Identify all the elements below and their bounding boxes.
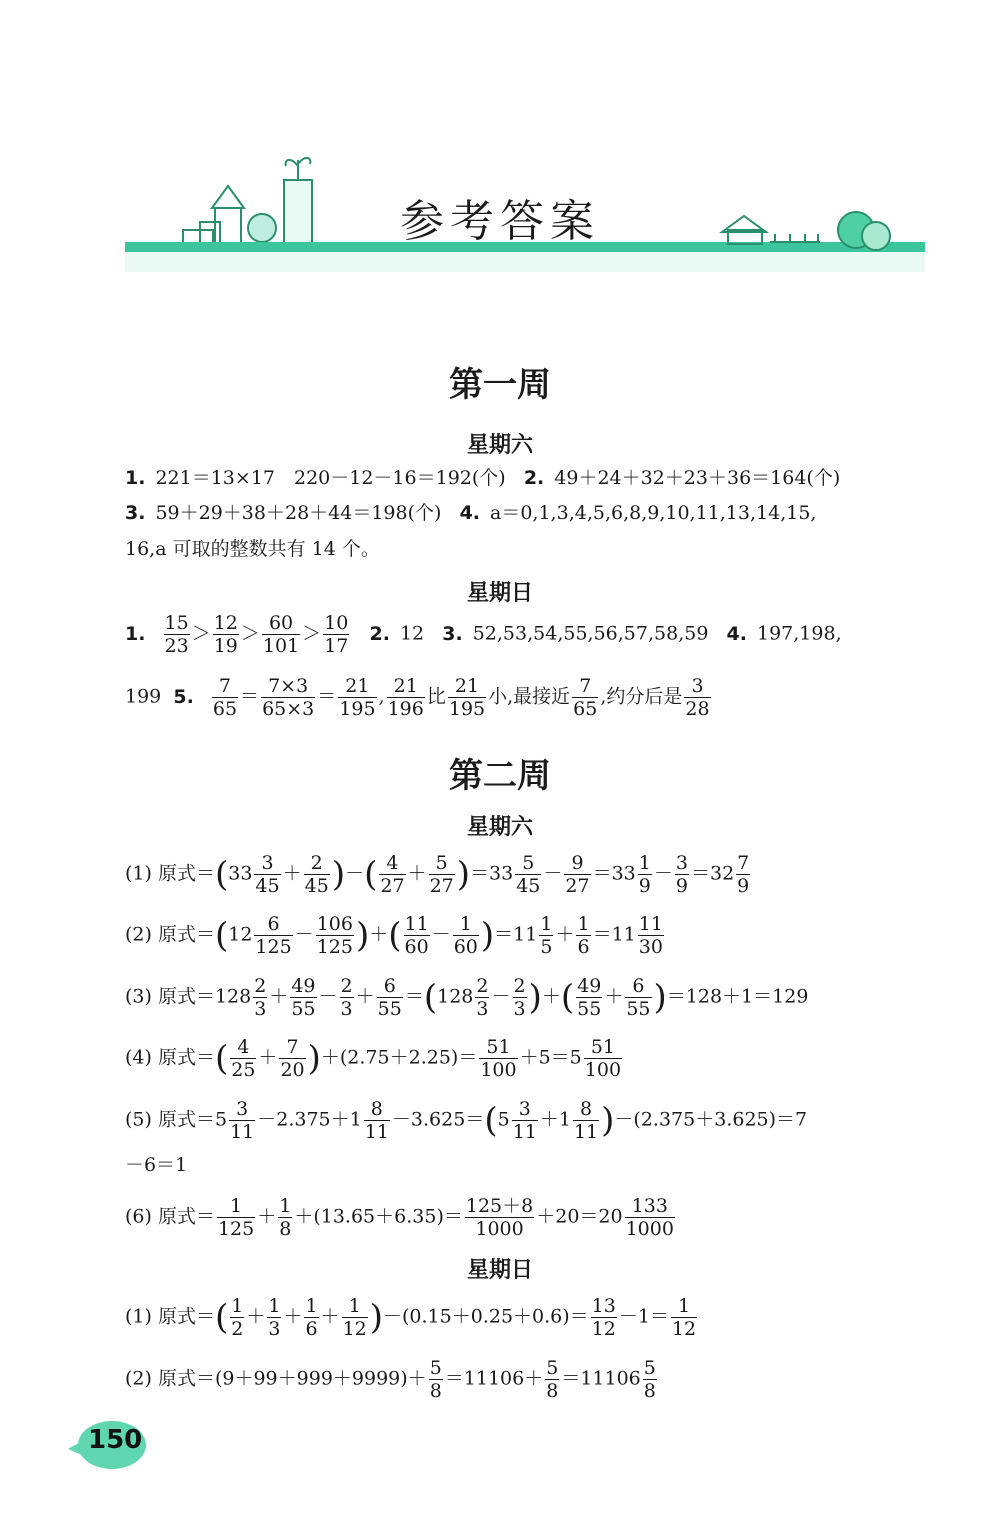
item-number: 3. — [125, 502, 146, 524]
solution-line: (4) 原式＝( $\frac{4}{25}$ ＋ $\frac{7}{20}$ )＋(2.75＋2.25)＝ $\frac{51}{100}$ ＋5＝5 $\frac{51}{100}$ — [125, 1036, 622, 1081]
day-title: 星期日 — [466, 581, 533, 606]
answer-text: a＝0,1,3,4,5,6,8,9,10,11,13,14,15, — [490, 502, 817, 524]
page-number: 150 — [88, 1425, 143, 1455]
solution-line: (1) 原式＝( $\frac{1}{2}$ ＋ $\frac{1}{3}$ ＋ $\frac{1}{6}$ ＋ $\frac{1}{12}$ )－(0.15＋0.25＋0.6)＝ $\frac{13}{12}$ －1＝ $\frac{1}{12}$ — [125, 1295, 697, 1340]
solution-line: (2) 原式＝(12 $\frac{6}{125}$ － $\frac{106}{125}$ )＋( $\frac{11}{60}$ － $\frac{1}{60}$ )＝11 $\frac{1}{5}$ ＋ $\frac{1}{6}$ ＝11 $\frac{11}{30}$ — [125, 913, 663, 958]
answer-line: 1. $\frac{15}{23}$ ＞ $\frac{12}{19}$ ＞ $\frac{60}{101}$ ＞ $\frac{10}{17}$ 2. 12 3. 52,53,54,55,56,57,58,59 4. 197,198, — [125, 612, 842, 657]
solution-line: (2) 原式＝(9＋99＋999＋9999)＋ $\frac{5}{8}$ ＝11106＋ $\frac{5}{8}$ ＝11106 $\frac{5}{8}$ — [125, 1357, 656, 1402]
day-title: 星期六 — [466, 815, 533, 840]
week-title: 第二周 — [449, 756, 551, 796]
fraction: $\frac{15}{23}$ — [164, 612, 189, 657]
solution-line: －6＝1 — [125, 1154, 188, 1176]
item-number: 1. — [125, 622, 146, 645]
solution-line: (6) 原式＝ $\frac{1}{125}$ ＋ $\frac{1}{8}$ ＋(13.65＋6.35)＝ $\frac{125+8}{1000}$ ＋20＝20 $\frac{133}{1000}$ — [125, 1195, 674, 1240]
answer-text: 16,a 可取的整数共有 14 个。 — [125, 538, 380, 560]
answer-line: 199 5. $\frac{7}{65}$ ＝ $\frac{7\times 3}{65\times 3}$ ＝ $\frac{21}{195}$ , $\frac{21}{196}$ 比 $\frac{21}{195}$ 小,最接近 $\frac{7}{65}$ ,约分后是 $\frac{3}{28}$ — [125, 675, 710, 720]
fraction: $\frac{10}{17}$ — [324, 612, 349, 657]
answer-line — [125, 463, 840, 493]
answer-text: 59＋29＋38＋28＋44＝198(个) — [155, 502, 442, 524]
solution-line: (5) 原式＝5 $\frac{3}{11}$ －2.375＋1 $\frac{8}{11}$ －3.625＝(5 $\frac{3}{11}$ ＋1 $\frac{8}{11}$ )－(2.375＋3.625)＝7 — [125, 1098, 808, 1143]
solution-line: (1) 原式＝(33 $\frac{3}{45}$ ＋ $\frac{2}{45}$ )－( $\frac{4}{27}$ ＋ $\frac{5}{27}$ )＝33 $\frac{5}{45}$ － $\frac{9}{27}$ ＝33 $\frac{1}{9}$ － $\frac{3}{9}$ ＝32 $\frac{7}{9}$ — [125, 852, 750, 897]
item-number: 4. — [459, 502, 481, 524]
fraction: $\frac{12}{19}$ — [213, 612, 238, 657]
week-title: 第一周 — [449, 365, 551, 405]
solution-line: (3) 原式＝128 $\frac{2}{3}$ ＋ $\frac{49}{55}$ － $\frac{2}{3}$ ＋ $\frac{6}{55}$ ＝(128 $\frac{2}{3}$ － $\frac{2}{3}$ )＋( $\frac{49}{55}$ ＋ $\frac{6}{55}$ )＝128＋1＝129 — [125, 975, 809, 1020]
answer-line — [125, 498, 816, 528]
item-number: 1. — [125, 467, 146, 489]
answer-text: 221＝13×17 220－12－16＝192(个) — [155, 467, 506, 489]
page-title: 参考答案 — [400, 196, 600, 247]
day-title: 星期日 — [466, 1258, 533, 1283]
fraction: $\frac{60}{101}$ — [262, 612, 300, 657]
answer-text: 49＋24＋32＋23＋36＝164(个) — [554, 467, 841, 489]
day-title: 星期六 — [466, 433, 533, 458]
answer-line — [125, 534, 380, 564]
item-number: 2. — [523, 467, 545, 489]
